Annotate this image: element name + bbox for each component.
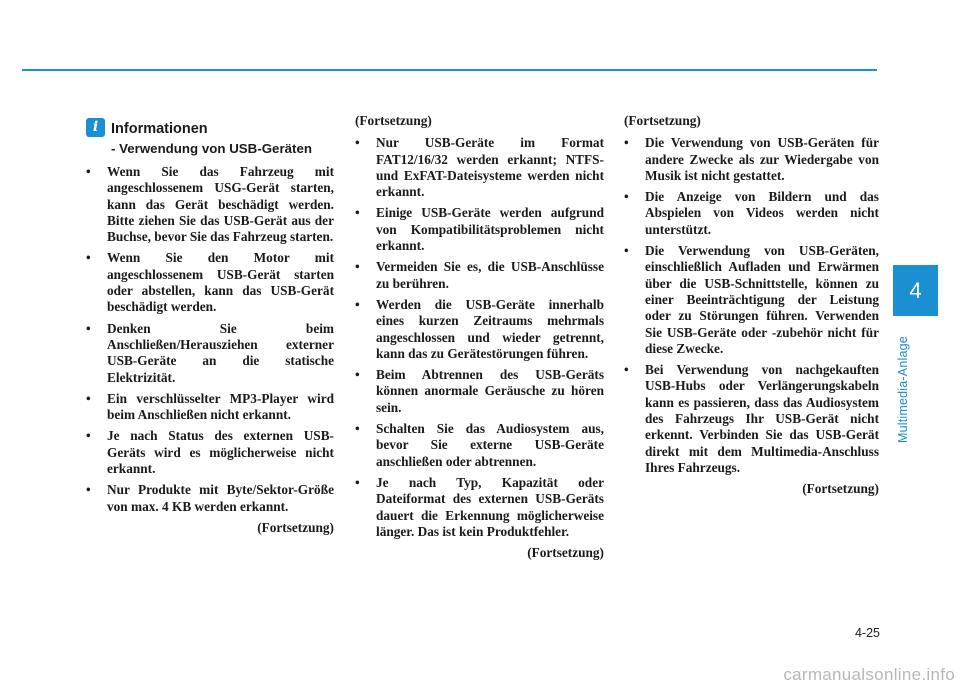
continued-header: (Fortsetzung): [355, 113, 432, 128]
list-item: • Wenn Sie das Fahrzeug mit angeschlossenem USG-Gerät starten, kann das Gerät beschädigt werden. Bitte ziehen Sie das USB-Gerät aus der Buchse, bevor Sie das Fahrzeug starten.: [86, 164, 334, 245]
page-number: 4-25: [854, 626, 880, 640]
list-item: • Ein verschlüsselter MP3-Player wird beim Anschließen nicht erkannt.: [86, 391, 334, 424]
column-1: [86, 121, 334, 536]
info-heading: [86, 121, 334, 138]
list-item: • Nur USB-Geräte im Format FAT12/16/32 werden erkannt; NTFS- und ExFAT-Dateisysteme werden nicht erkannt.: [355, 135, 604, 200]
list-item: • Je nach Status des externen USB-Geräts wird es möglicherweise nicht erkannt.: [86, 428, 334, 477]
list-item: • Die Anzeige von Bildern und das Abspielen von Videos werden nicht unterstützt.: [624, 189, 879, 238]
bullet-list-1: [86, 164, 334, 515]
list-item: • Die Verwendung von USB-Geräten, einschließlich Aufladen und Erwärmen über die USB-Schnittstelle, können zu einer Beeinträchtigung der Leistung oder zu Störungen führen. Verwenden Sie USB-Geräte oder -zubehör nicht für diese Zwecke.: [624, 243, 879, 357]
info-icon: i: [86, 118, 105, 137]
info-title: Informationen: [111, 121, 208, 137]
column-3: [624, 113, 879, 498]
list-item: • Beim Abtrennen des USB-Geräts können anormale Geräusche zu hören sein.: [355, 367, 604, 416]
continued-header: (Fortsetzung): [624, 113, 701, 128]
continued-footer: (Fortsetzung): [802, 481, 879, 497]
bullet-list-3: [624, 135, 879, 476]
list-item: • Bei Verwendung von nachgekauften USB-Hubs oder Verlängerungskabeln kann es passieren, dass das Audiosystem des Fahrzeugs Ihr USB-Gerät nicht erkennt. Verbinden Sie das USB-Gerät direkt mit dem Multimedia-Anschluss Ihres Fahrzeugs.: [624, 362, 879, 476]
column-2: [355, 113, 604, 561]
watermark: carmanualsonline.info: [783, 665, 955, 684]
list-item: • Wenn Sie den Motor mit angeschlossenem USB-Gerät starten oder abstellen, kann das USB-Gerät beschädigt werden.: [86, 250, 334, 315]
header-rule: [22, 69, 877, 71]
list-item: • Denken Sie beim Anschließen/Herausziehen externer USB-Geräte an die statische Elektrizität.: [86, 321, 334, 386]
chapter-tab: 4: [893, 265, 938, 316]
list-item: • Je nach Typ, Kapazität oder Dateiformat des externen USB-Geräts dauert die Erkennung möglicherweise länger. Das ist kein Produktfehler.: [355, 475, 604, 540]
bullet-list-2: [355, 135, 604, 540]
list-item: • Werden die USB-Geräte innerhalb eines kurzen Zeitraums mehrmals angeschlossen und wieder getrennt, kann das zu Gerätestörungen führen.: [355, 297, 604, 362]
list-item: • Einige USB-Geräte werden aufgrund von Kompatibilitätsproblemen nicht erkannt.: [355, 205, 604, 254]
continued-footer: (Fortsetzung): [527, 545, 604, 561]
list-item: • Vermeiden Sie es, die USB-Anschlüsse zu berühren.: [355, 259, 604, 292]
list-item: • Schalten Sie das Audiosystem aus, bevor Sie externe USB-Geräte anschließen oder abtrennen.: [355, 421, 604, 470]
continued-footer: (Fortsetzung): [257, 519, 334, 535]
list-item: • Die Verwendung von USB-Geräten für andere Zwecke als zur Wiedergabe von Musik ist nicht gestattet.: [624, 135, 879, 184]
info-subtitle: - Verwendung von USB-Geräten: [111, 141, 312, 156]
chapter-label: Multimedia-Anlage: [896, 336, 910, 443]
list-item: • Nur Produkte mit Byte/Sektor-Größe von max. 4 KB werden erkannt.: [86, 482, 334, 515]
